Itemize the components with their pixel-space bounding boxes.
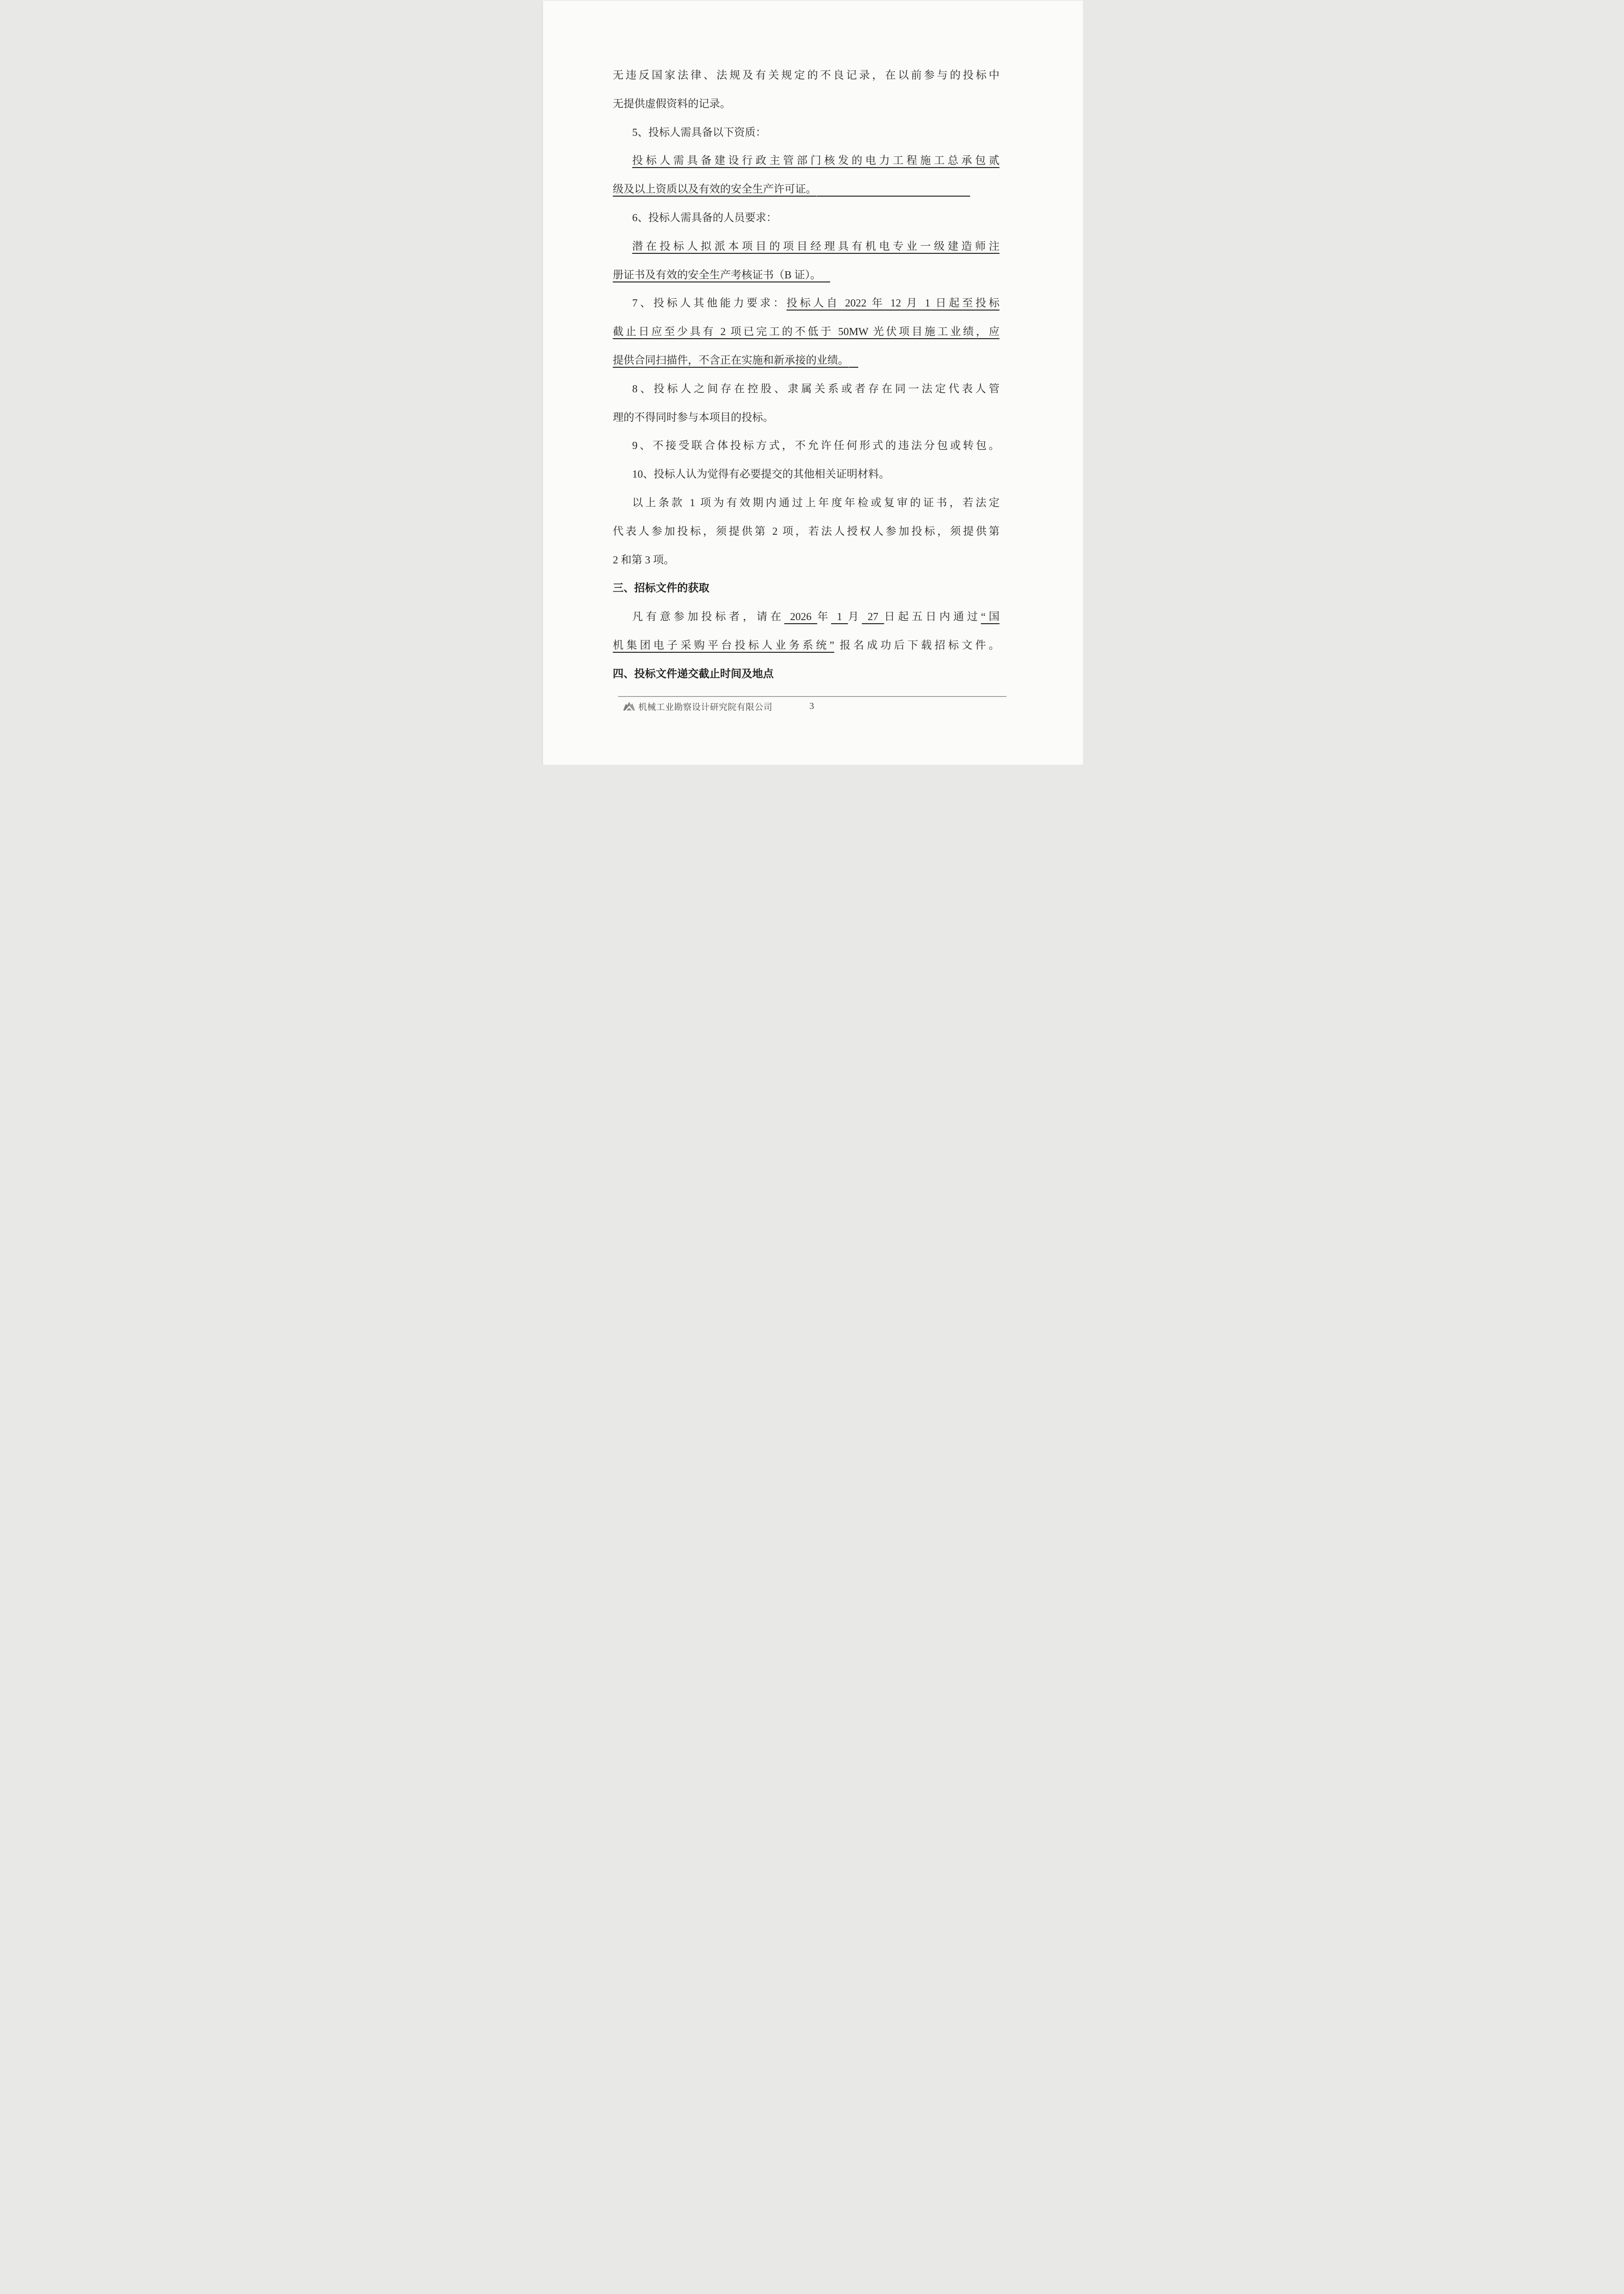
text-line-line-12 [613,375,1000,404]
underlined-text: 27 [862,610,884,623]
text-line-line-08 [613,261,1000,290]
underline-extension [817,196,970,197]
text-line-line-05 [613,175,1000,204]
text-segment: 无提供虚假资料的记录。 [613,97,731,110]
text-segment: 无违反国家法律、法规及有关规定的不良记录，在以前参与的投标中 [613,69,1000,81]
text-segment: 5、投标人需具备以下资质： [632,126,766,138]
footer-divider [618,696,1006,697]
text-line-line-02 [613,90,1000,119]
text-segment: 8、投标人之间存在控股、隶属关系或者存在同一法定代表人管 [632,382,1000,395]
page-number: 3 [809,701,814,711]
text-segment: 三、招标文件的获取 [613,582,710,595]
underlined-text: 2026 [784,610,817,623]
text-segment: 9、不接受联合体投标方式，不允许任何形式的违法分包或转包。 [632,439,1000,452]
text-line-line-19 [613,574,1000,603]
text-line-line-03 [613,119,1000,147]
text-line-line-16 [613,489,1000,517]
underlined-text: 投标人需具备建设行政主管部门核发的电力工程施工总承包贰 [632,154,1000,167]
underlined-text: 提供合同扫描件，不含正在实施和新承接的业绩。 [613,353,849,366]
text-segment: 2 和第 3 项。 [613,553,675,566]
underlined-text: 投标人自 2022 年 12 月 1 日起至投标 [786,297,1000,310]
text-segment: 以上条款 1 项为有效期内通过上年度年检或复审的证书，若法定 [632,496,1000,509]
underlined-text: 1 [831,610,848,623]
underlined-text: 册证书及有效的安全生产考核证书（B 证）。 [613,268,821,281]
text-line-line-14 [613,432,1000,460]
text-line-line-21 [613,631,1000,660]
underlined-text: 级及以上资质以及有效的安全生产许可证。 [613,183,817,196]
text-line-line-22 [613,660,1000,689]
text-line-line-15 [613,460,1000,489]
footer-company-name: 机械工业勘察设计研究院有限公司 [638,702,772,712]
page-footer [623,699,773,713]
text-segment: 理的不得同时参与本项目的投标。 [613,411,774,423]
text-line-line-09 [613,289,1000,318]
underlined-text: 机集团电子采购平台投标人业务系统” [613,638,835,651]
mountain-logo-icon [623,702,635,711]
underline-extension [849,367,858,368]
text-segment: 报名成功后下载招标文件。 [834,638,1000,651]
text-line-line-10 [613,318,1000,346]
underlined-text: “国 [981,610,1000,623]
text-line-line-06 [613,204,1000,232]
text-segment: 6、投标人需具备的人员要求： [632,211,777,224]
text-segment: 日起五日内通过 [884,610,981,623]
underline-extension [821,281,830,282]
text-line-line-13 [613,404,1000,432]
text-line-line-17 [613,517,1000,546]
document-body [613,61,1000,689]
text-line-line-18 [613,546,1000,575]
text-segment: 代表人参加投标，须提供第 2 项，若法人授权人参加投标，须提供第 [613,525,1000,537]
text-segment: 年 [817,610,831,623]
text-line-line-01 [613,61,1000,90]
text-segment: 凡有意参加投标者，请在 [632,610,785,623]
text-segment: 四、投标文件递交截止时间及地点 [613,667,774,680]
text-line-line-11 [613,346,1000,375]
text-line-line-07 [613,232,1000,261]
text-line-line-04 [613,147,1000,175]
scan-edge-top-artifact [542,0,1083,1]
underlined-text: 截止日应至少具有 2 项已完工的不低于 50MW 光伏项目施工业绩，应 [613,325,1000,338]
text-segment: 7、投标人其他能力要求： [632,297,787,310]
scan-edge-artifact [542,0,543,765]
document-page [542,0,1083,765]
text-line-line-20 [613,603,1000,631]
text-segment: 月 [848,610,862,623]
text-segment: 10、投标人认为觉得有必要提交的其他相关证明材料。 [632,468,890,481]
underlined-text: 潜在投标人拟派本项目的项目经理具有机电专业一级建造师注 [632,240,1000,252]
